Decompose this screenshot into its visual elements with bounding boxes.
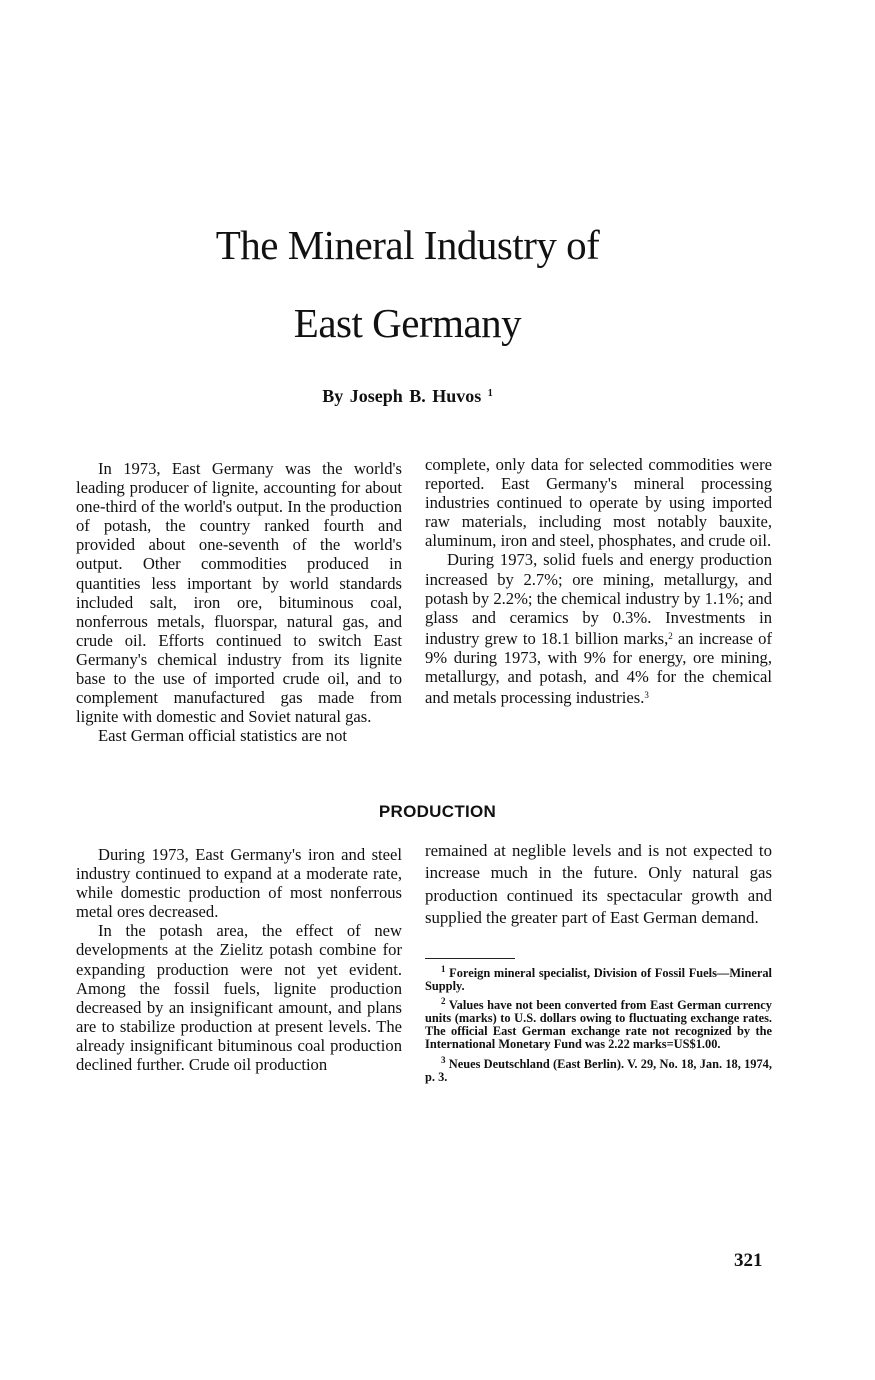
- intro-paragraph-1: In 1973, East Germany was the world's leading producer of lignite, accounting for about one-third of the world's output. In the production of potash, the country ranked fourth and provided about one-seventh of the world's output. Other commodities produced in quantities less important by world standards included salt, iron ore, bituminous coal, nonferrous metals, fluorspar, natural gas, and crude oil. Efforts continued to switch East Germany's chemical industry from its lignite base to the use of imported crude oil, and to complement manufactured gas made from lignite with domestic and Soviet natural gas.: [76, 459, 402, 727]
- intro-paragraph-2: East German official statistics are not: [98, 726, 347, 746]
- production-column-right: [425, 840, 772, 929]
- section-heading-production: PRODUCTION: [378, 802, 497, 821]
- footnote-1: [425, 963, 772, 993]
- article-title-line-1: The Mineral Industry of: [215, 222, 600, 268]
- footnote-number: 3: [441, 1054, 446, 1065]
- production-paragraph-1: During 1973, East Germany's iron and steel industry continued to expand at a moderate rate, while domestic production of most nonferrous metal ores decreased.: [76, 845, 402, 922]
- footnotes: [425, 963, 772, 1086]
- footnote-ref-3: 3: [644, 690, 649, 701]
- production-column-left: [76, 845, 402, 1074]
- intro-paragraph-3-part-b: an increase of 9% during 1973, with 9% for energy, ore mining, metallurgy, and potash, and 4% for the chemical and metals processing industries.: [425, 628, 773, 708]
- footnote-number: 2: [441, 996, 446, 1007]
- footnote-divider: [425, 958, 515, 959]
- page-number: 321: [734, 1250, 763, 1271]
- intro-column-left: [76, 459, 402, 745]
- footnote-ref-2: 2: [668, 630, 673, 641]
- intro-paragraph-2-continued: complete, only data for selected commodities were reported. East Germany's mineral processing industries continued to operate by using imported raw materials, including most notably bauxite, aluminum, iron and steel, phosphates, and crude oil.: [425, 455, 772, 551]
- production-paragraph-2-continued: remained at neglible levels and is not expected to increase much in the future. Only natural gas production continued its spectacular growth and supplied the greater part of East German demand.: [425, 841, 772, 927]
- article-title-line-2: East Germany: [293, 300, 522, 346]
- production-paragraph-2: In the potash area, the effect of new developments at the Zielitz potash combine for expanding production were not yet evident. Among the fossil fuels, lignite production decreased by an insignificant amount, and plans are to stabilize production at present levels. The already insignificant bituminous coal production declined further. Crude oil production: [76, 921, 402, 1075]
- footnote-text: Neues Deutschland (East Berlin). V. 29, No. 18, Jan. 18, 1974, p. 3.: [425, 1056, 772, 1084]
- footnote-2: [425, 995, 772, 1051]
- footnote-3: [425, 1054, 772, 1084]
- author-name: By Joseph B. Huvos: [322, 386, 482, 406]
- footnote-number: 1: [441, 964, 446, 974]
- footnote-text: Values have not been converted from East German currency units (marks) to U.S. dollars owing to fluctuating exchange rates. The official East German exchange rate not recognized by the International Monetary Fund was 2.22 marks=US$1.00.: [425, 998, 772, 1052]
- byline: [0, 386, 815, 407]
- intro-paragraph-3-part-a: During 1973, solid fuels and energy production increased by 2.7%; ore mining, metallurgy, and potash by 2.2%; the chemical industry by 1.1%; and glass and ceramics by 0.3%. Investments in industry grew to 18.1 billion marks,: [425, 550, 772, 648]
- intro-paragraph-3: [425, 550, 772, 707]
- author-footnote-ref: 1: [487, 388, 493, 399]
- footnote-text: Foreign mineral specialist, Division of Fossil Fuels—Mineral Supply.: [425, 966, 772, 994]
- intro-column-right: [425, 455, 772, 707]
